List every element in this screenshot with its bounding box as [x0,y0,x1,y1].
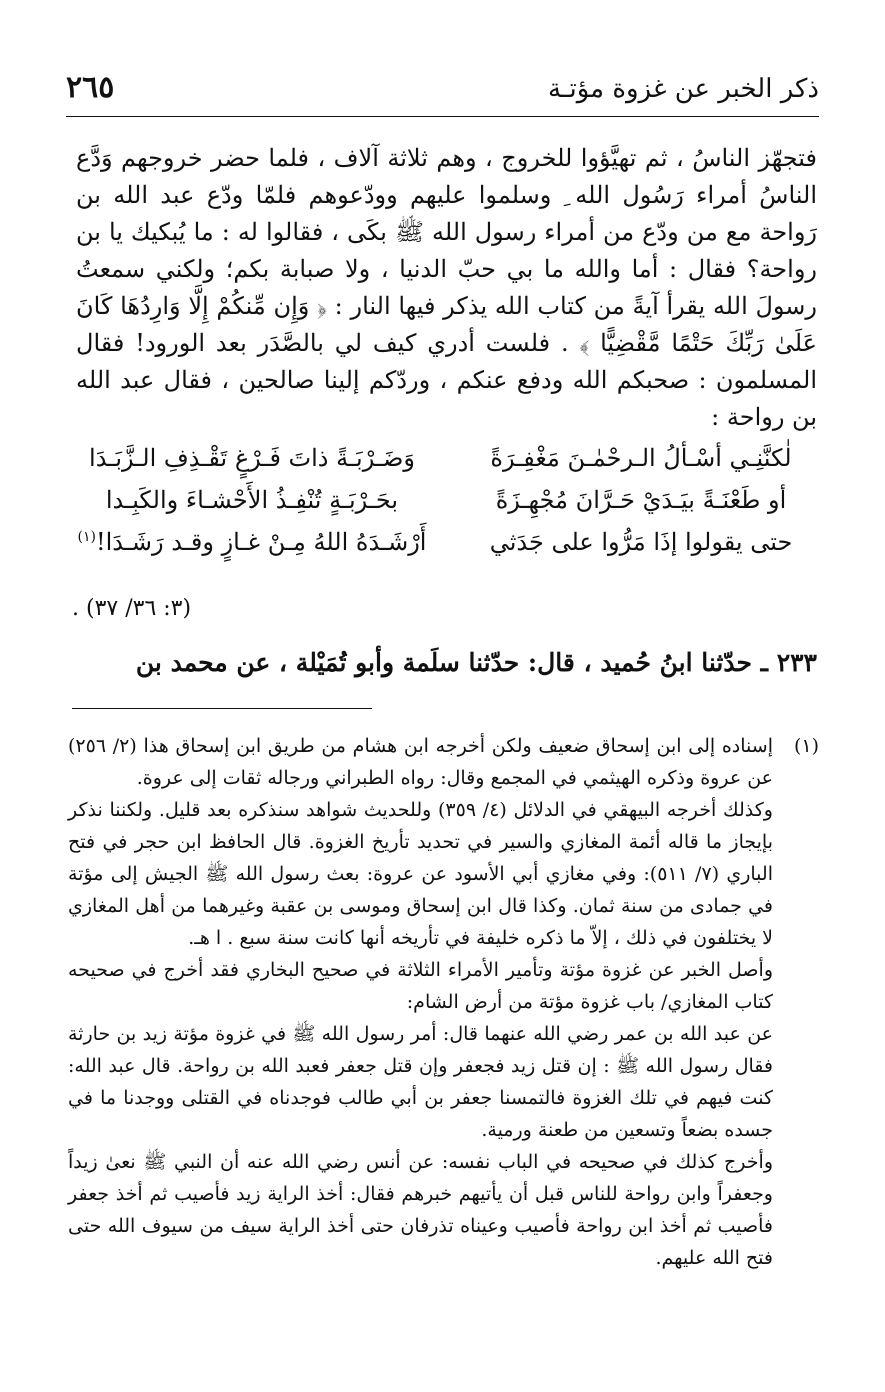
poem [72,444,817,570]
footnote-paragraph: وكذلك أخرجه البيهقي في الدلائل (٤/ ٣٥٩) وللحديث شواهد سنذكره بعد قليل. ولكننا نذكر بإيجاز ما قاله أئمة المغازي والسير في تحديد تأريخ الغزوة. قال الحافظ ابن حجر في فتح الباري (٧/ ٥١١): وفي مغازي أبي الأسود عن عروة: بعث رسول الله ﷺ الجيش إلى مؤتة في جمادى من سنة ثمان. وكذا قال ابن إسحاق وموسى بن عقبة وغيرهما من أهل المغازي لا يختلفون في ذلك ، إلاّ ما ذكره خليفة في تأريخه أنها كانت سنة سبع . ا هـ. [68,799,773,949]
footnote-reference: (١) [77,529,96,545]
main-text [76,140,817,436]
footnote-body [68,730,773,1274]
verse-first-hemistich: لٰكنَّنِـي أسْـألُ الـرحْمٰـنَ مَغْفِـرَةً [490,444,792,472]
footnote-divider [72,708,372,709]
footnote-number: (١) [793,735,819,757]
footnote-paragraph: إسناده إلى ابن إسحاق ضعيف ولكن أخرجه ابن هشام من طريق ابن إسحاق هذا (٢/ ٢٥٦) عن عروة وذكره الهيثمي في المجمع وقال: رواه الطبراني ورجاله ثقات إلى عروة. [68,735,773,789]
footnote [68,730,819,1274]
running-header [66,70,819,117]
footnote-paragraph: وأخرج كذلك في صحيحه في الباب نفسه: عن أنس رضي الله عنه أن النبي ﷺ نعىٰ زيداً وجعفراً وابن رواحة للناس قبل أن يأتيهم خبرهم فقال: أخذ الراية زيد فأصيب ثم أخذ جعفر فأصيب ثم أخذ ابن رواحة فأصيب وعيناه تذرفان حتى أخذ الراية سيف من سيوف الله حتى فتح الله عليهم. [68,1151,773,1269]
footnote-paragraph: وأصل الخبر عن غزوة مؤتة وتأمير الأمراء الثلاثة في صحيح البخاري فقد أخرج في صحيحه كتاب المغازي/ باب غزوة مؤتة من أرض الشام: [68,959,773,1013]
page-number: ٢٦٥ [66,70,115,105]
source-citation: (٣: ٣٦/ ٣٧) . [72,596,192,621]
poem-verse [72,528,817,570]
hadith-chain-start: ٢٣٣ ـ حدّثنا ابنُ حُميد ، قال: حدّثنا سلَمة وأبو تُمَيْلة ، عن محمد بن [135,648,817,677]
footnotes [68,730,819,1274]
verse-second-hemistich: وَضَـرْبَـةً ذاتَ فَـرْغٍ تَقْـذِفِ الـزَّبَـدَا [89,444,415,472]
chapter-title: ذكر الخبر عن غزوة مؤتـة [547,74,819,104]
poem-verse [72,486,817,528]
verse-second-hemistich: بحَـرْبَـةٍ تُنْفِـذُ الأَحْشـاءَ والكَبِـدا [105,486,399,514]
verse-second-hemistich: أَرْشَـدَهُ اللهُ مِـنْ غـازٍ وقـد رَشَـدَا! [95,528,427,556]
footnote-paragraph: عن عبد الله بن عمر رضي الله عنهما قال: أمر رسول الله ﷺ في غزوة مؤتة زيد بن حارثة فقال رسول الله ﷺ : إن قتل زيد فجعفر وإن قتل جعفر فعبد الله بن رواحة. قال عبد الله: كنت فيهم في تلك الغزوة فالتمسنا جعفر بن أبي طالب فوجدناه في القتلى ووجدنا ما في جسده بضعاً وتسعين من طعنة ورمية. [68,1023,773,1141]
verse-first-hemistich: حتى يقولوا إذَا مَرُّوا على جَدَثي [489,528,793,556]
poem-verse [72,444,817,486]
narrative-paragraph: فتجهّز الناسُ ، ثم تهيَّؤوا للخروج ، وهم ثلاثة آلاف ، فلما حضر خروجهم وَدَّع الناسُ أمراء رَسُول الله ِ وسلموا عليهم وودّعوهم فلمّا ودّع عبد الله بن رَواحة مع من ودّع من أمراء رسول الله ﷺ بكَى ، فقالوا له : ما يُبكيك يا بن رواحة؟ فقال : أما والله ما بي حبّ الدنيا ، ولا صبابة بكم؛ ولكني سمعتُ رسولَ الله يقرأ آيةً من كتاب الله يذكر فيها النار : ﴿ وَإِن مِّنكُمْ إِلَّا وَارِدُهَا كَانَ عَلَىٰ رَبِّكَ حَتْمًا مَّقْضِيًّا ﴾ . فلست أدري كيف لي بالصَّدَر بعد الورود! فقال المسلمون : صحبكم الله ودفع عنكم ، وردّكم إلينا صالحين ، فقال عبد الله بن رواحة : [76,144,817,431]
verse-first-hemistich: أو طَعْنَـةً بيَـدَيْ حَـرَّانَ مُجْهِـزَةً [495,486,787,514]
verse-second-hemistich-with-note [72,528,432,556]
